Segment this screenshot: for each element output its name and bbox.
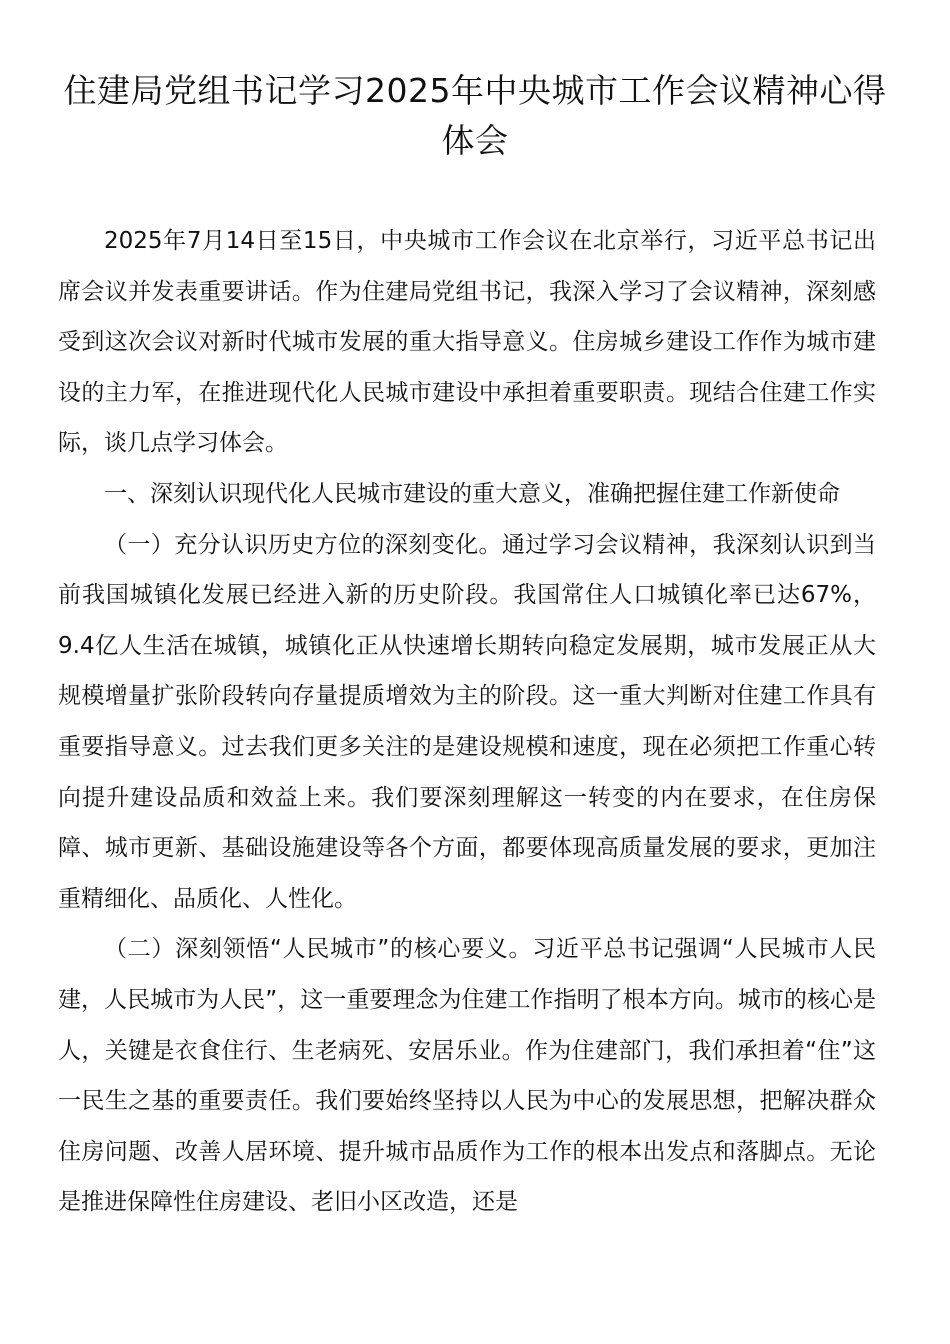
paragraph-section-1-2: （二）深刻领悟“人民城市”的核心要义。习近平总书记强调“人民城市人民建，人民城市为人民”，这一重要理念为住建工作指明了根本方向。城市的核心是人，关键是衣食住行、生老病死、安居乐业。作为住建部门，我们承担着“住”这一民生之基的重要责任。我们要始终坚持以人民为中心的发展思想，把解决群众住房问题、改善人居环境、提升城市品质作为工作的根本出发点和落脚点。无论是推进保障性住房建设、老旧小区改造，还是 [58, 936, 876, 1216]
paragraph-section-1-1: （一）充分认识历史方位的深刻变化。通过学习会议精神，我深刻认识到当前我国城镇化发展已经进入新的历史阶段。我国常住人口城镇化率已达67%，9.4亿人生活在城镇，城镇化正从快速增长期转向稳定发展期，城市发展正从大规模增量扩张阶段转向存量提质增效为主的阶段。这一重大判断对住建工作具有重要指导意义。过去我们更多关注的是建设规模和速度，现在必须把工作重心转向提升建设品质和效益上来。我们要深刻理解这一转变的内在要求，在住房保障、城市更新、基础设施建设等各个方面，都要体现高质量发展的要求，更加注重精细化、品质化、人性化。 [58, 531, 876, 912]
document-body [58, 216, 876, 1228]
section-heading-1: 一、深刻认识现代化人民城市建设的重大意义，准确把握住建工作新使命 [104, 480, 840, 507]
paragraph-intro: 2025年7月14日至15日，中央城市工作会议在北京举行，习近平总书记出席会议并发表重要讲话。作为住建局党组书记，我深入学习了会议精神，深刻感受到这次会议对新时代城市发展的重大指导意义。住房城乡建设工作作为城市建设的主力军，在推进现代化人民城市建设中承担着重要职责。现结合住建工作实际，谈几点学习体会。 [58, 228, 876, 457]
document-title: 住建局党组书记学习2025年中央城市工作会议精神心得体会 [63, 71, 887, 160]
